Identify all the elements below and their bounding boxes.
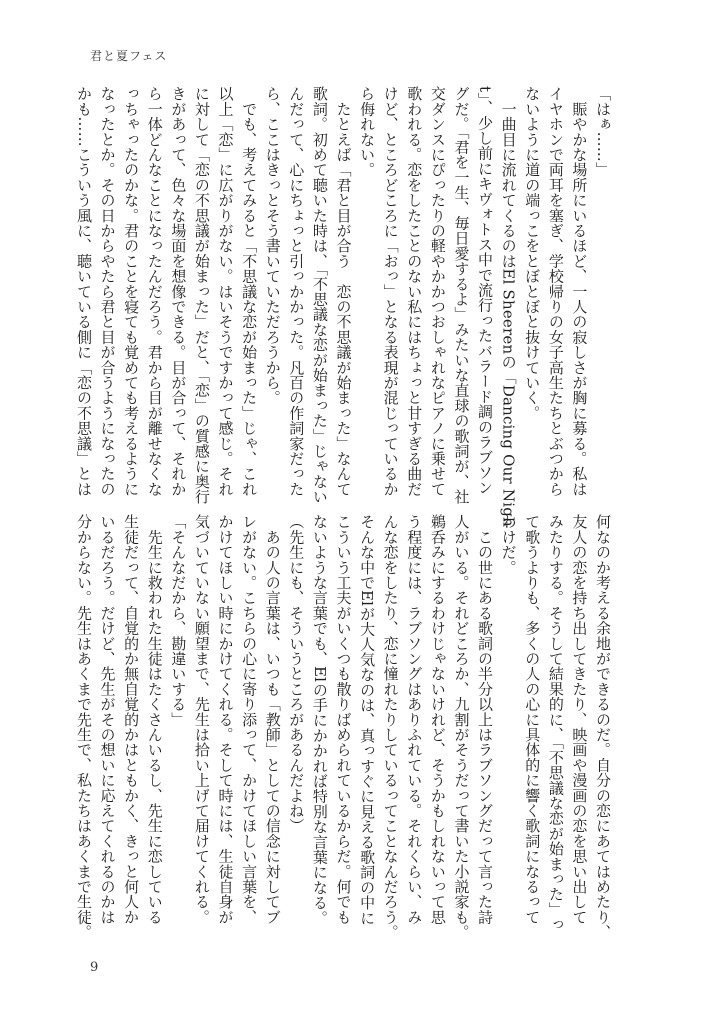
text-column: 分からない。先生はあくまで先生で、私たちはあくまで生徒。	[74, 514, 93, 940]
text-column: ないような言葉でも、Elの手にかかれば特別な言葉になる。	[310, 514, 329, 926]
text-column: 人がいる。それどころか、九割がそうだって書いた小説家も。	[452, 514, 471, 940]
text-column: ないように道の端っこをとぼとぼと抜けていく。	[523, 86, 542, 421]
text-column: 先生に救われた生徒はたくさんいるし、先生に恋している	[145, 514, 164, 925]
running-head-title: 君と夏フェス	[90, 49, 168, 63]
text-column: に対して「恋の不思議が始まった」だと、「恋」の質感に奥行	[192, 86, 211, 505]
text-column: t」、少し前にキヴォトス中で流行ったバラード調のラブソン	[476, 86, 495, 496]
text-column: 生徒だって、自覚的か無自覚的かはともかく、きっと何人か	[122, 514, 141, 925]
text-column: でも、考えてみると「不思議な恋が始まった」じゃ、これ	[240, 86, 259, 497]
text-column: そんな中でElが大人気なのは、真っすぐに見える歌詞の中に	[358, 514, 377, 926]
upper-text-tier	[66, 86, 614, 527]
text-column: 友人の恋を持ち出してきたり、映画や漫画の恋を思い出して	[570, 514, 589, 925]
text-column: んな恋をしたり、恋に憧れたりしているってことなんだろう。	[381, 514, 400, 940]
text-column: 交ダンスにぴったりの軽やかかつおしゃれなピアノに乗せて	[428, 86, 447, 497]
text-column: なったとか。その日からやたら君と目が合うようになったの	[98, 86, 117, 497]
text-column: わけだ。	[499, 514, 518, 575]
text-column: んだって、心にちょっと引っかかった。凡百の作詞家だった	[287, 86, 306, 497]
text-column: かけてほしい時にかけてくれる。そして時には、生徒自身が	[216, 514, 235, 925]
text-column: たとえば「君と目が合う 恋の不思議が始まった」なんて	[334, 86, 353, 497]
text-column: かも……こういう風に、聴いている側に「恋の不思議」とは	[74, 86, 93, 497]
text-column: レがない。こちらの心に寄り添って、かけてほしい言葉を、	[240, 514, 259, 925]
text-column: 一曲目に流れてくるのはEl Sheerenの「Dancing Our Nigh	[499, 86, 518, 527]
text-column: っちゃったのかな。君のことを寝ても覚めても考えるように	[122, 86, 141, 497]
text-column: 賑やかな場所にいるほど、一人の寂しさが胸に募る。私は	[570, 86, 589, 497]
text-column: 気づいていない願望まで、先生は拾い上げて届けてくれる。	[192, 514, 211, 925]
text-column: この世にある歌詞の半分以上はラブソングだって言った詩	[476, 514, 495, 925]
text-column: 歌詞。初めて聴いた時は、「不思議な恋が始まった」じゃない	[310, 86, 329, 505]
text-column: きがあって、色々な場面を想像できる。目が合って、それか	[169, 86, 188, 497]
text-column: けど、ところどころに「おっ」となる表現が混じっているか	[381, 86, 400, 497]
text-column: 「そんなだから、勘違いする」	[169, 514, 188, 727]
text-column: グだ。「君を一生、毎日愛するよ」みたいな直球の歌詞が、社	[452, 86, 471, 505]
text-column: あの人の言葉は、いつも「教師」としての信念に対してブ	[263, 514, 282, 925]
text-column: ら侮れない。	[358, 86, 377, 178]
text-column: イヤホンで両耳を塞ぎ、学校帰りの女子高生たちとぶつから	[546, 86, 565, 497]
text-column: みたりする。そうして結果的に、「不思議な恋が始まった」っ	[546, 514, 565, 933]
text-column: いるだろう。だけど、先生がその想いに応えてくれるのかは	[98, 514, 117, 925]
text-column: ら、ここはきっとそう書いていただろうから。	[263, 86, 282, 406]
lower-text-tier	[66, 514, 614, 954]
text-column: う程度には、ラブソングはありふれている。それくらい、み	[405, 514, 424, 925]
text-column: 歌われる。恋をしたことのない私にはちょっと甘すぎる曲だ	[405, 86, 424, 497]
text-column: 以上「恋」に広がりがない。はいそうですかって感じ。それ	[216, 86, 235, 497]
text-column: 「はぁ……」	[594, 86, 612, 178]
text-column: て歌うよりも、多くの人の心に具体的に響く歌詞になるって	[523, 514, 542, 925]
text-column: こういう工夫がいくつも散りばめられているからだ。何でも	[334, 514, 353, 925]
text-column: ら一体どんなことになったんだろう。君から目が離せなくな	[145, 86, 164, 497]
text-column: 鵜呑みにするわけじゃないけれど、そうかもしれないって思	[428, 514, 447, 925]
text-column: （先生にも、そういうところがあるんだよね）	[287, 514, 306, 834]
text-column: 何なのか考える余地ができるのだ。自分の恋にあてはめたり、	[594, 514, 612, 940]
page-number: 9	[90, 960, 99, 975]
